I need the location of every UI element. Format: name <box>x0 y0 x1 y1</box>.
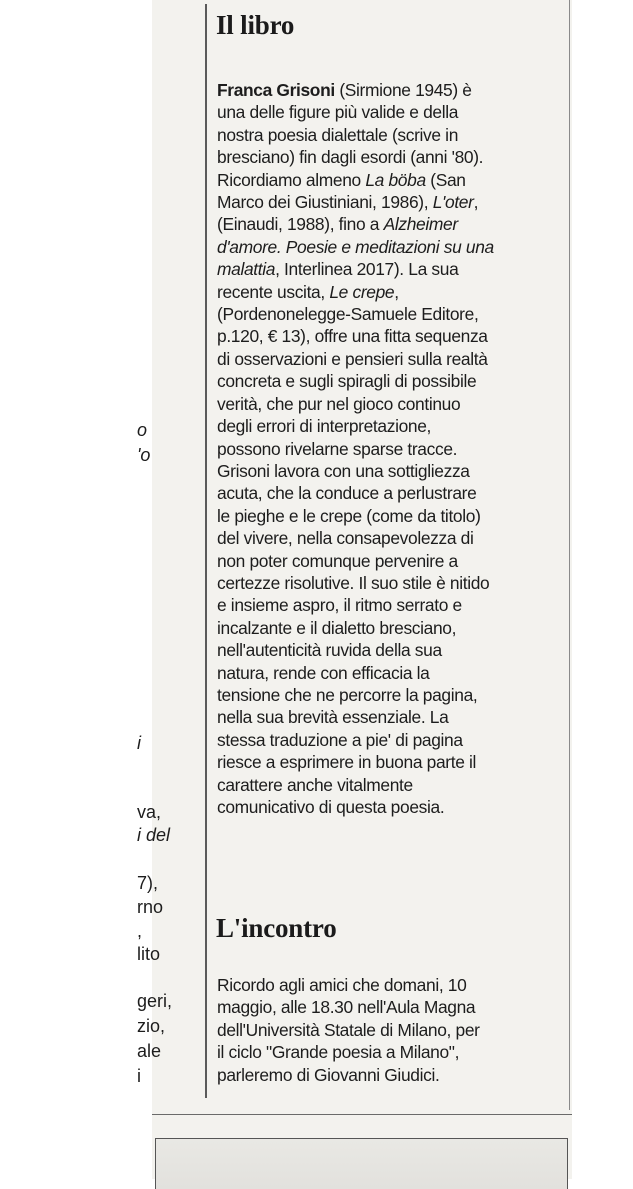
text-segment: le pieghe e le crepe (come da titolo) <box>217 505 481 526</box>
cropped-text-fragment: rno <box>137 897 164 917</box>
text-segment: nostra poesia dialettale (scrive in <box>217 124 459 145</box>
text-line <box>217 79 569 101</box>
text-segment: stessa traduzione a pie' di pagina <box>217 729 463 750</box>
text-line <box>217 370 569 392</box>
cropped-text-fragment: lito <box>137 944 161 964</box>
cropped-text-fragment: va, <box>137 802 162 822</box>
text-segment: , <box>394 281 399 302</box>
text-line <box>217 662 569 684</box>
text-line <box>217 751 569 773</box>
italic-title: Le crepe <box>329 281 395 302</box>
text-line <box>217 348 569 370</box>
text-line <box>217 415 569 437</box>
text-line <box>217 191 569 213</box>
text-line <box>217 325 569 347</box>
column-divider <box>205 4 207 1098</box>
text-segment: e insieme aspro, il ritmo serrato e <box>217 595 462 616</box>
text-segment: acuta, che la conduce a perlustrare <box>217 483 477 504</box>
italic-title: Alzheimer <box>383 214 458 235</box>
text-line <box>217 236 569 258</box>
text-line <box>217 438 569 460</box>
text-line <box>217 996 569 1018</box>
text-line <box>217 729 569 751</box>
text-line <box>217 572 569 594</box>
text-segment: tensione che ne percorre la pagina, <box>217 684 478 705</box>
text-segment: di osservazioni e pensieri sulla realtà <box>217 348 488 369</box>
text-line <box>217 1019 569 1041</box>
section-title-incontro: L'incontro <box>216 913 337 943</box>
text-segment: natura, rende con efficacia la <box>217 662 430 683</box>
cropped-text-fragment: i <box>137 733 141 753</box>
text-line <box>217 1064 569 1086</box>
text-segment: del vivere, nella consapevolezza di <box>217 528 474 549</box>
text-segment: nella sua brevità essenziale. La <box>217 707 449 728</box>
text-segment: incalzante e il dialetto bresciano, <box>217 617 457 638</box>
text-line <box>217 393 569 415</box>
text-line <box>217 124 569 146</box>
text-line <box>217 974 569 996</box>
next-article-box <box>155 1138 568 1189</box>
text-segment: nell'autenticità ruvida della sua <box>217 640 442 661</box>
text-segment: il ciclo "Grande poesia a Milano", <box>217 1042 460 1063</box>
text-line <box>217 460 569 482</box>
text-segment: Ricordiamo almeno <box>217 169 366 190</box>
text-segment: dell'Università Statale di Milano, per <box>217 1019 480 1040</box>
book-review-paragraph <box>217 79 569 818</box>
cropped-text-fragment: , <box>137 921 143 941</box>
cropped-text-fragment: 7), <box>137 873 159 893</box>
section-title-il-libro: Il libro <box>216 10 295 40</box>
italic-title: La böba <box>365 169 426 190</box>
text-line <box>217 550 569 572</box>
text-line <box>217 169 569 191</box>
text-segment: (San <box>425 169 466 190</box>
cropped-text-fragment: i del <box>137 825 171 845</box>
section-divider <box>152 1114 572 1115</box>
text-segment: non poter comunque pervenire a <box>217 550 458 571</box>
text-line <box>217 505 569 527</box>
text-line <box>217 617 569 639</box>
text-segment: (Sirmione 1945) è <box>334 80 472 100</box>
text-segment: concreta e sugli spiragli di possibile <box>217 371 477 392</box>
text-line <box>217 303 569 325</box>
text-line <box>217 482 569 504</box>
text-segment: possono rivelarne sparse tracce. <box>217 438 458 459</box>
text-segment: , Interlinea 2017). La sua <box>275 259 459 280</box>
text-segment: degli errori di interpretazione, <box>217 416 432 437</box>
text-segment: Ricordo agli amici che domani, 10 <box>217 975 467 995</box>
cropped-text-fragment: ale <box>137 1041 162 1061</box>
text-segment: Grisoni lavora con una sottigliezza <box>217 460 470 481</box>
text-line <box>217 774 569 796</box>
text-segment: carattere anche vitalmente <box>217 774 413 795</box>
text-line <box>217 684 569 706</box>
text-segment: Marco dei Giustiniani, 1986), <box>217 192 433 213</box>
text-line <box>217 101 569 123</box>
text-segment: comunicativo di questa poesia. <box>217 797 445 817</box>
event-announcement-paragraph <box>217 974 569 1086</box>
text-line <box>217 706 569 728</box>
text-segment: certezze risolutive. Il suo stile è nitido <box>217 572 490 593</box>
text-line <box>217 281 569 303</box>
text-segment: una delle figure più valide e della <box>217 102 459 123</box>
text-line <box>217 639 569 661</box>
text-segment: parleremo di Giovanni Giudici. <box>217 1064 440 1085</box>
text-line <box>217 594 569 616</box>
text-segment: recente uscita, <box>217 281 330 302</box>
author-name: Franca Grisoni <box>217 80 335 100</box>
italic-title: d'amore. Poesie e meditazioni su una <box>217 236 494 257</box>
text-segment: p.120, € 13), offre una fitta sequenza <box>217 326 488 347</box>
text-segment: riesce a esprimere in buona parte il <box>217 752 477 773</box>
text-segment: , <box>473 192 479 213</box>
text-line <box>217 146 569 168</box>
cropped-text-fragment: i <box>137 1066 141 1086</box>
cropped-text-fragment: geri, <box>137 991 173 1011</box>
text-segment: verità, che pur nel gioco continuo <box>217 393 461 414</box>
text-segment: (Einaudi, 1988), fino a <box>217 214 384 235</box>
cropped-text-fragment: zio, <box>137 1016 166 1036</box>
italic-title: L'oter <box>432 192 474 213</box>
text-segment: maggio, alle 18.30 nell'Aula Magna <box>217 997 476 1018</box>
text-line <box>217 1041 569 1063</box>
text-segment: (Pordenonelegge-Samuele Editore, <box>217 304 479 325</box>
text-line <box>217 527 569 549</box>
cropped-text-fragment: 'o <box>137 445 151 465</box>
text-line <box>217 796 569 818</box>
cropped-text-fragment: o <box>137 420 148 440</box>
column-edge-rule <box>569 0 570 1110</box>
text-line <box>217 213 569 235</box>
italic-title: malattia <box>217 259 276 280</box>
text-line <box>217 258 569 280</box>
text-segment: bresciano) fin dagli esordi (anni '80). <box>217 147 484 168</box>
